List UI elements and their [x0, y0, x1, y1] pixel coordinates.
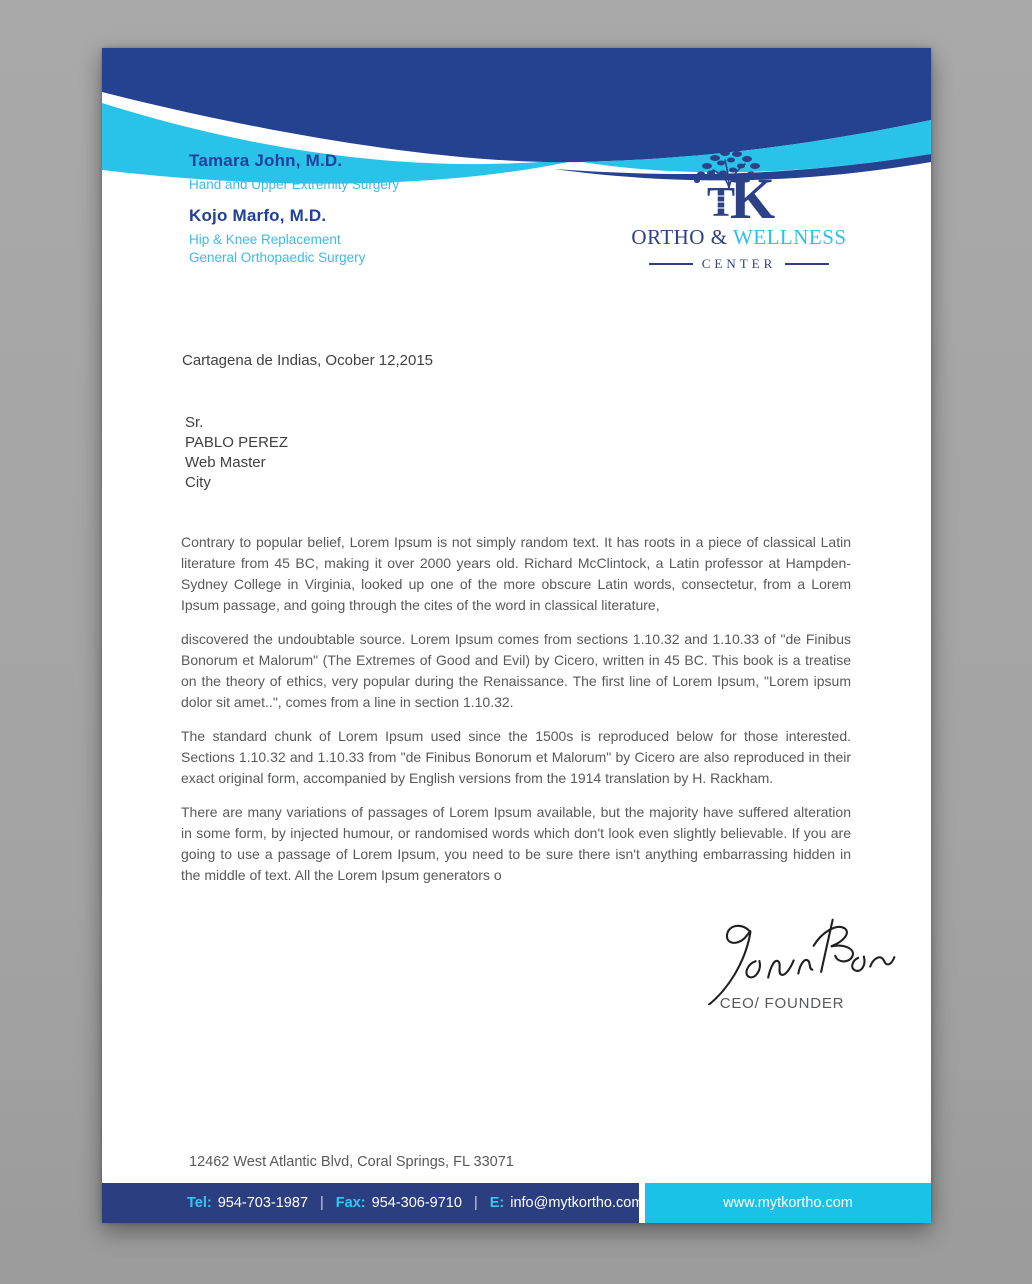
logo-rule-right	[785, 263, 829, 265]
logo-rule-left	[649, 263, 693, 265]
footer-website-bar	[645, 1183, 931, 1223]
doctor-entry	[189, 151, 399, 193]
signature-block	[662, 910, 902, 1012]
fax-label: Fax:	[335, 1195, 366, 1211]
body-paragraph: discovered the undoubtable source. Lorem Ipsum comes from sections 1.10.32 and 1.10.33 of "de Finibus Bonorum et Malorum" (The Extremes of Good and Evil) by Cicero, written in 45 BC. This book is a treatise on the theory of ethics, very popular during the Renaissance. The first line of Lorem Ipsum, "Lorem ipsum dolor sit amet..", comes from a line in section 1.10.32.	[181, 631, 851, 710]
letter-page	[102, 48, 931, 1223]
logo-subtitle: CENTER	[701, 256, 777, 271]
recipient-line: City	[185, 474, 211, 491]
signature-title: CEO/ FOUNDER	[719, 995, 845, 1012]
tree-monogram-icon	[685, 146, 793, 222]
recipient-line: Sr.	[185, 414, 204, 431]
logo-wordmark	[614, 225, 864, 250]
dateline: Cartagena de Indias, Ocober 12,2015	[182, 352, 434, 369]
fax-value: 954-306-9710	[371, 1195, 462, 1211]
logo-subtitle-row	[614, 256, 864, 272]
body-paragraph: Contrary to popular belief, Lorem Ipsum is not simply random text. It has roots in a piece of classical Latin literature from 45 BC, making it over 2000 years old. Richard McClintock, a Latin professor at Hampden-Sydney College in Virginia, looked up one of the more obscure Latin words, consectetur, from a Lorem Ipsum passage, and going through the cites of the word in classical literature,	[181, 534, 851, 613]
logo-wordmark-wellness: WELLNESS	[732, 225, 847, 249]
doctor-specialty: Hand and Upper Extremity Surgery	[189, 177, 400, 192]
recipient-line: Web Master	[185, 454, 266, 471]
footer-contact-bar	[102, 1183, 644, 1223]
tel-label: Tel:	[187, 1195, 212, 1211]
signature-image	[667, 910, 897, 1005]
recipient-line: PABLO PEREZ	[185, 434, 289, 451]
separator: |	[320, 1195, 324, 1211]
address-line: 12462 West Atlantic Blvd, Coral Springs, FL 33071	[189, 1154, 514, 1170]
email-label: E:	[489, 1195, 505, 1211]
body-paragraph: The standard chunk of Lorem Ipsum used since the 1500s is reproduced below for those interested. Sections 1.10.32 and 1.10.33 from "de Finibus Bonorum et Malorum" by Cicero are also reproduced in their exact original form, accompanied by English versions from the 1914 translation by H. Rackham.	[181, 728, 851, 786]
svg-text:K: K	[730, 166, 776, 222]
recipient-block	[185, 413, 288, 493]
logo-wordmark-ortho: ORTHO &	[631, 225, 733, 249]
tel-value: 954-703-1987	[217, 1195, 309, 1211]
doctor-name: Tamara John, M.D.	[189, 151, 343, 170]
website-text: www.mytkortho.com	[723, 1195, 853, 1211]
doctor-specialty: Hip & Knee Replacement	[189, 232, 341, 247]
letter-body	[181, 532, 851, 899]
separator: |	[473, 1195, 478, 1211]
doctors-block	[189, 151, 399, 266]
email-value: info@mytkortho.com	[510, 1195, 644, 1211]
body-paragraph: There are many variations of passages of Lorem Ipsum available, but the majority have suffered alteration in some form, by injected humour, or randomised words which don't look even slightly believable. If you are going to use a passage of Lorem Ipsum, you need to be sure there isn't anything embarrassing hidden in the middle of text. All the Lorem Ipsum generators o	[181, 804, 851, 883]
doctor-name: Kojo Marfo, M.D.	[189, 206, 327, 225]
doctor-specialty: General Orthopaedic Surgery	[189, 250, 366, 265]
doctor-entry	[189, 206, 399, 266]
svg-text:T: T	[707, 180, 736, 222]
company-logo	[614, 146, 864, 272]
